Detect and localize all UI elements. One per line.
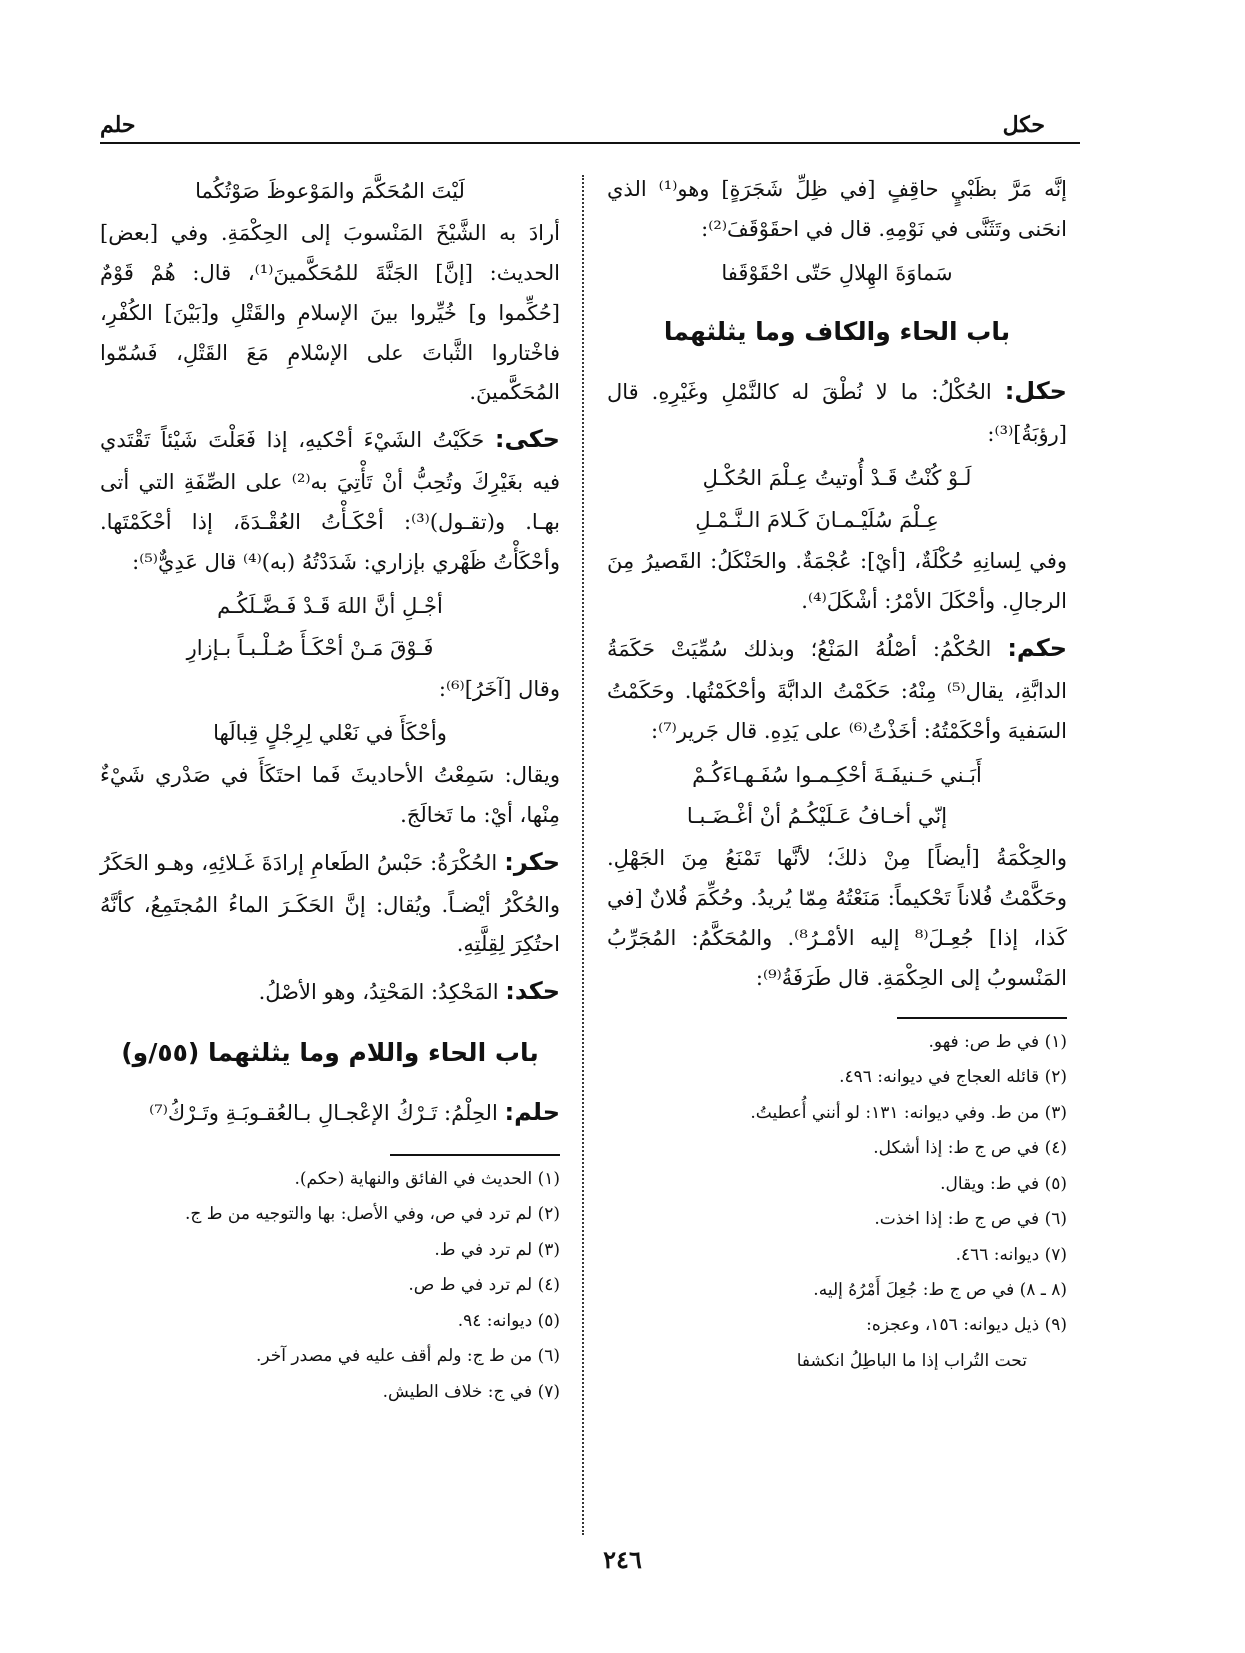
paragraph: أرادَ به الشَّيْخَ المَنْسوبَ إلى الحِكْمَةِ. وفي [بعض] الحديث: [إنَّ] الجَنَّةَ للمُحَكَّمينَ⁽¹⁾، قال: هُمْ قَوْمٌ [حُكِّموا و] خُيِّروا بينَ الإسلامِ والقَتْلِ و[بَيْنَ] الكُفْرِ، فاخْتاروا الثَّباتَ على الإسْلامِ مَعَ القَتْلِ، فَسُمّوا المُحَكَّمينَ. <box>100 220 561 405</box>
headword: حكل: <box>1004 377 1067 406</box>
chapter-heading: باب الحاء واللام وما يثلثهما (٥٥/و) <box>121 1037 539 1067</box>
verse-line: فَـوْقَ مَـنْ أحْكَـأَ صُـلْـبـاً بـإزارِ <box>186 635 434 660</box>
paragraph: وقال [آخَرُ]⁽⁶⁾: <box>438 677 560 702</box>
header-rule <box>100 142 1080 144</box>
entry-text: الحُكْمُ: أصْلُهُ المَنْعُ؛ وبذلك سُمِّيَتْ حَكَمَةُ الدابَّةِ، يقال⁽⁵⁾ مِنْهُ: حَكَمْتُ الدابَّةَ وأحْكَمْتُها. وحَكَمْتُ السَفيهَ وأحْكَمْتُهُ: أخَذْتُ⁽⁶⁾ على يَدِهِ. قال جَرير⁽⁷⁾: <box>607 637 1067 743</box>
running-head-right: حكل <box>1002 112 1045 138</box>
footnote-rule <box>897 1017 1067 1019</box>
verse-line: وأحْكَأَ في نَعْلي لِرِجْلٍ قِبالَها <box>213 721 447 746</box>
running-head-left: حلم <box>100 112 136 138</box>
footnote: (٦) من ط ج: ولم أقف عليه في مصدر آخر. <box>256 1346 560 1367</box>
footnote: (٩) ذيل ديوانه: ١٥٦، وعجزه: <box>866 1315 1067 1336</box>
right-column <box>607 170 1067 1381</box>
entry-text: الحُكْلُ: ما لا نُطْقَ له كالنَّمْلِ وغَيْرِهِ. قال [رؤبَةُ]⁽³⁾: <box>607 380 1067 446</box>
paragraph: ويقال: سَمِعْتُ الأحاديثَ فَما احتَكَأَ في صَدْري شَيْءٌ مِنْها، أيْ: ما تَخالَجَ. <box>100 763 560 828</box>
footnote: (١) في ط ص: فهو. <box>928 1031 1067 1052</box>
headword: حكى: <box>494 425 560 454</box>
verse-line: لَيْتَ المُحَكَّمَ والمَوْعوظَ صَوْتُكُما <box>195 179 465 203</box>
headword: حلم: <box>504 1098 560 1127</box>
entry-text: المَحْكِدُ: المَحْتِدُ، وهو الأصْلُ. <box>258 980 499 1005</box>
footnote: (٣) لم ترد في ط. <box>434 1239 560 1260</box>
footnote: (٤) في ص ج ط: إذا أشكل. <box>873 1138 1067 1159</box>
verse-line: إنّي أخـافُ عَـلَيْكُـمُ أنْ أغْـضَـبـا <box>686 804 948 829</box>
headword: حكر: <box>504 847 560 876</box>
verse-line: عِـلْمَ سُلَيْـمـانَ كَـلامَ الـنَّـمْـلِ <box>695 507 939 532</box>
footnote: (٦) في ص ج ط: إذا اخذت. <box>874 1209 1067 1230</box>
entry-hakar <box>100 840 560 965</box>
entry-haka <box>100 417 560 582</box>
footnote: (٣) من ط. وفي ديوانه: ١٣١: لو أنني أُعطيتُ. <box>750 1102 1067 1123</box>
footnotes-right <box>607 1027 1067 1377</box>
footnote: (٤) لم ترد في ط ص. <box>408 1275 560 1296</box>
footnotes-left <box>100 1164 560 1408</box>
verse-line: لَـوْ كُنْتُ قَـدْ أُوتيتُ عِـلْمَ الحُكْـلِ <box>702 465 972 490</box>
footnote: (٧) في ج: خلاف الطيش. <box>382 1381 560 1402</box>
entry-hakam <box>607 626 1067 751</box>
footnote: (٥) في ط: ويقال. <box>940 1173 1067 1194</box>
footnote: (١) الحديث في الفائق والنهاية (حكم). <box>294 1169 560 1190</box>
footnote-rule <box>390 1154 560 1156</box>
entry-text: الحُكْرَةُ: حَبْسُ الطَعامِ إرادَةَ غَـلائِهِ، وهـو الحَكَرُ والحُكْرُ أيْضـاً. ويُقال: إنَّ الحَكَـرَ الماءُ المُجتَمِعُ، كأنَّهُ احتُكِرَ لِقِلَّتِهِ. <box>100 850 560 957</box>
footnote-verse: تحت التُراب إذا ما الباطِلُ انكشفا <box>796 1350 1027 1371</box>
chapter-heading: باب الحاء والكاف وما يثلثهما <box>663 316 1011 346</box>
paragraph: والحِكْمَةُ [أيضاً] مِنْ ذلكَ؛ لأنَّها تَمْنَعُ مِنَ الجَهْلِ. وحَكَّمْتُ فُلاناً تَحْكيماً: مَنَعْتُهُ مِمّا يُريدُ. وحُكِّمَ فُلانٌ [في كَذا، إذا] جُعِـلَ⁽⁸ إليه الأمْـرُ⁸⁾. والمُحَكَّمُ: المُجَرِّبُ المَنْسوبُ إلى الحِكْمَةِ. قال طَرَفَةُ⁽⁹⁾: <box>607 846 1067 991</box>
verse-line: أجْـلِ أنَّ اللهَ قَـدْ فَـضَّـلَكُـم <box>217 593 443 618</box>
page-number: ٢٤٦ <box>603 1545 642 1574</box>
footnote: (٨ ـ ٨) في ص ج ط: جُعِلَ أَمْرُهُ إليه. <box>813 1280 1067 1300</box>
entry-text: حَكَيْتُ الشَيْءَ أحْكيهِ، إذا فَعَلْتَ شَيْئاً تَقْتَدي فيه بغَيْرِكَ وتُحِبُّ أنْ تَأْتِيَ به⁽²⁾ على الصِّفَةِ التي أتى بهـا. و(تقـول)⁽³⁾: أحْكَـأْتُ العُقْـدَةَ، إذا أحْكَمْتَها. وأحْكَأْتُ ظَهْري بإزاري: شَدَدْتُهُ (به)⁽⁴⁾ قال عَدِيٌّ⁽⁵⁾: <box>100 428 560 574</box>
paragraph: وفي لِسانِهِ حُكْلَةٌ، [أيْ]: عُجْمَةٌ. والحَنْكَلُ: القَصيرُ مِنَ الرجالِ. وأحْكَلَ الأمْرُ: أشْكَلَ⁽⁴⁾. <box>607 549 1067 614</box>
entry-hilm <box>100 1090 560 1136</box>
entry-hakal <box>607 369 1067 454</box>
left-column <box>100 170 560 1412</box>
entry-hakad <box>100 969 560 1015</box>
footnote: (٥) ديوانه: ٩٤. <box>457 1310 560 1331</box>
headword: حكد: <box>505 977 560 1006</box>
headword: حكم: <box>1007 634 1067 663</box>
footnote: (٢) لم ترد في ص، وفي الأصل: بها والتوجيه من ط ج. <box>185 1204 560 1225</box>
footnote: (٧) ديوانه: ٤٦٦. <box>955 1244 1067 1265</box>
entry-text: الحِلْمُ: تَـرْكُ الإعْجـالِ بـالعُقـوبَـةِ وتَـرْكُ⁽⁷⁾ <box>149 1101 498 1126</box>
verse-line: أَبَـني حَـنيفَـةَ أحْكِـمـوا سُفَـهـاءَكُـمْ <box>692 762 982 787</box>
column-divider <box>582 175 584 1535</box>
verse-line: سَماوَةَ الهِلالِ حَتّى احْقَوْقَفا <box>721 260 953 285</box>
paragraph: إنَّه مَرَّ بظَبْيٍ حاقِفٍ [في ظِلِّ شَجَرَةٍ] وهو⁽¹⁾ الذي انحَنى وتَثَنَّى في نَوْمِهِ. قال في احقَوْقَفَ⁽²⁾: <box>607 177 1068 241</box>
footnote: (٢) قائله العجاج في ديوانه: ٤٩٦. <box>839 1067 1067 1088</box>
